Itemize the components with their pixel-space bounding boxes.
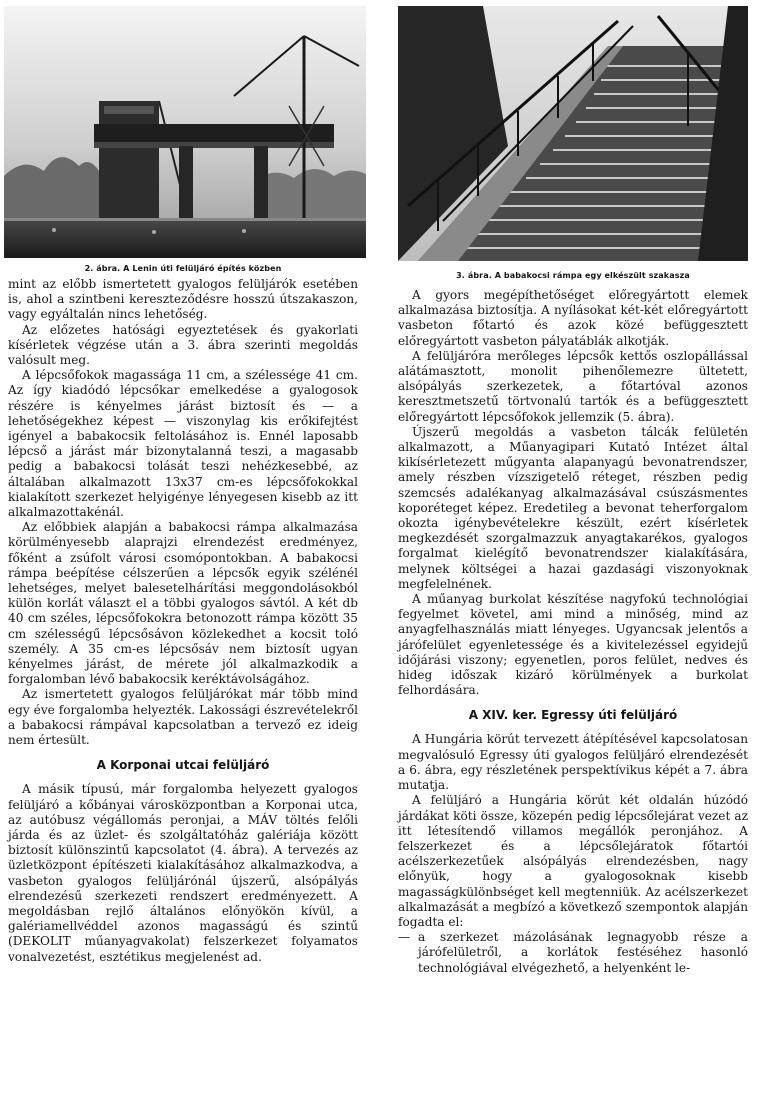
right-paragraph: A műanyag burkolat készítése nagyfokú technológiai fegyelmet követel, ami mind a minőség, mind az anyagfelhasználás miatt lényeges. Ugyancsak jelentős a járófelület egyenletessége és a kivitelezéssel egyidejű időjárási viszony; egyenetlen, poros felület, nedves és hideg időszak kizáró körülmények a burkolat felhordására. — [398, 592, 748, 698]
left-paragraph: A másik típusú, már forgalomba helyezett gyalogos felüljáró a kőbányai városközpontban a Korponai utca, az autóbusz végállomás peronjai, a MÁV töltés felőli járda és az üzlet- és szolgáltatóház galériája között biztosít különszintű kapcsolatot (4. ábra). A tervezés az üzletközpont építészeti kialakításához alkalmazkodva, a vasbeton gyalogos felüljárónál újszerű, alsópályás elrendezésű szerkezeti rendszert eredményezett. A megoldásban rejlő általános előnyökön kívül, a galériamellvéddel azonos magasságú és szintű (DEKOLIT műanyagvakolat) felszerkezet folyamatos vonalvezetést, esztétikus megjelenést ad. — [8, 782, 358, 964]
right-paragraph: A Hungária körút tervezett átépítésével kapcsolatosan megvalósuló Egressy úti gyalogos felüljáró elrendezését a 6. ábra, egy részletének perspektívikus képét a 7. ábra mutatja. — [398, 732, 748, 793]
figure-2-caption: 2. ábra. A Lenin úti felüljáró építés közben — [84, 264, 282, 273]
figure-2-photo — [4, 6, 366, 258]
figure-3-photo — [398, 6, 748, 261]
figure-3-caption: 3. ábra. A babakocsi rámpa egy elkészült szakasza — [456, 271, 690, 280]
right-paragraph: A gyors megépíthetőséget előregyártott elemek alkalmazása biztosítja. A nyílásokat két-két előregyártott vasbeton főtartó és azok közé befüggesztett előregyártott vasbeton pályatáblák alkotják. — [398, 288, 748, 348]
left-paragraph: Az előzetes hatósági egyeztetések és gyakorlati kísérletek végzése után a 3. ábra szerinti megoldás valósult meg. — [8, 322, 358, 368]
left-paragraph: Az előbbiek alapján a babakocsi rámpa alkalmazása körülményesebb alaprajzi elrendezést eredményez, főként a zsúfolt városi csomópontokban. A babakocsi rámpa beépítése célszerűen a lépcsők egyik szélénél lehetséges, melyet balesetelhárítási meggondolásokból külön korlát választ el a többi gyalogos sávtól. A két db 40 cm széles, lépcsőfokokra betonozott rámpa között 35 cm szélességű lépcsősávon közlekedhet a kocsit toló személy. A 35 cm-es lépcsősáv nem biztosít ugyan kényelmes járást, de mérete jól alkalmazkodik a forgalomban lévő babakocsik keréktávolságához. — [8, 520, 358, 687]
section-heading-egressy: A XIV. ker. Egressy úti felüljáró — [468, 708, 678, 723]
list-item-text: a szerkezet mázolásának legnagyobb része a járófelületről, a korlátok festéséhez hasonló technológiával elvégezhető, a helyenként le- — [418, 930, 748, 975]
left-column — [8, 0, 358, 965]
bridge-construction-photo — [4, 6, 366, 258]
criteria-list — [398, 930, 748, 976]
right-column — [398, 0, 748, 976]
left-paragraph: Az ismertetett gyalogos felüljárókat már több mind egy éve forgalomba helyezték. Lakossági észrevételekről a babakocsi rámpával kapcsolatban a tervező ez ideig nem értesült. — [8, 687, 358, 748]
section-heading-korponai: A Korponai utcai felüljáró — [96, 758, 270, 773]
left-paragraph: A lépcsőfokok magassága 11 cm, a szélessége 41 cm. Az így kiadódó lépcsőkar emelkedése a gyalogosok részére is kényelmes járást biztosít és — a lehetőségekhez képest — viszonylag kis erőkifejtést igényel a babakocsik feltolásához is. Ennél laposabb lépcső a járást már bizonytalanná teszi, a magasabb pedig a babakocsi tolását teszi nehézkesebbé, az általában alkalmazott 13x37 cm-es lépcsőfokokkal kialakított szerkezet helyigénye lényegesen kisebb az itt alkalmazottakénál. — [8, 368, 358, 520]
left-paragraph: mint az előbb ismertetett gyalogos felüljárók esetében is, ahol a szintbeni kereszteződésre hosszú útszakaszon, vagy egyáltalán nincs lehetőség. — [8, 277, 358, 322]
right-paragraph: A felüljáró a Hungária körút két oldalán húzódó járdákat köti össze, közepén pedig lépcsőlejárat vezet az itt létesítendő villamos megállók peronjához. A felszerkezet és a lépcsőlejáratok főtartói acélszerkezetűek alsópályás elrendezésben, nagy előnyük, hogy a gyalogosoknak kisebb magasságkülönbséget kell megtenniük. Az acélszerkezet alkalmazását a megbízó a következő szempontok alapján fogadta el: — [398, 793, 748, 929]
right-paragraph: A felüljáróra merőleges lépcsők kettős oszlopállással alátámasztott, monolit pihenőlemezre ültetett, alsópályás szerkezetek, a főtartóval azonos keresztmetszetű törtvonalú tartók és a befüggesztett előregyártott lépcsőfokok jellemzik (5. ábra). — [398, 348, 748, 424]
list-item — [398, 930, 748, 976]
ramp-staircase-photo — [398, 6, 748, 261]
right-paragraph: Újszerű megoldás a vasbeton tálcák felületén alkalmazott, a Műanyagipari Kutató Intézet által kikísérletezett műgyanta alapanyagú bevonatrendszer, amely részben vízszigetelő réteget, részben pedig szemcsés adalékanyag alkalmazásával csúszásmentes koporéteget képez. Eredetileg a bevonat teherforgalom okozta igénybevételekre készült, ezért kísérletek megkezdését szorgalmazzuk anyagtakarékos, gyalogos forgalmat kielégítő bevonatrendszer kialakítására, melynek költségei a hazai gazdasági viszonyoknak megfelelnének. — [398, 424, 748, 591]
list-dash: — — [398, 930, 411, 945]
